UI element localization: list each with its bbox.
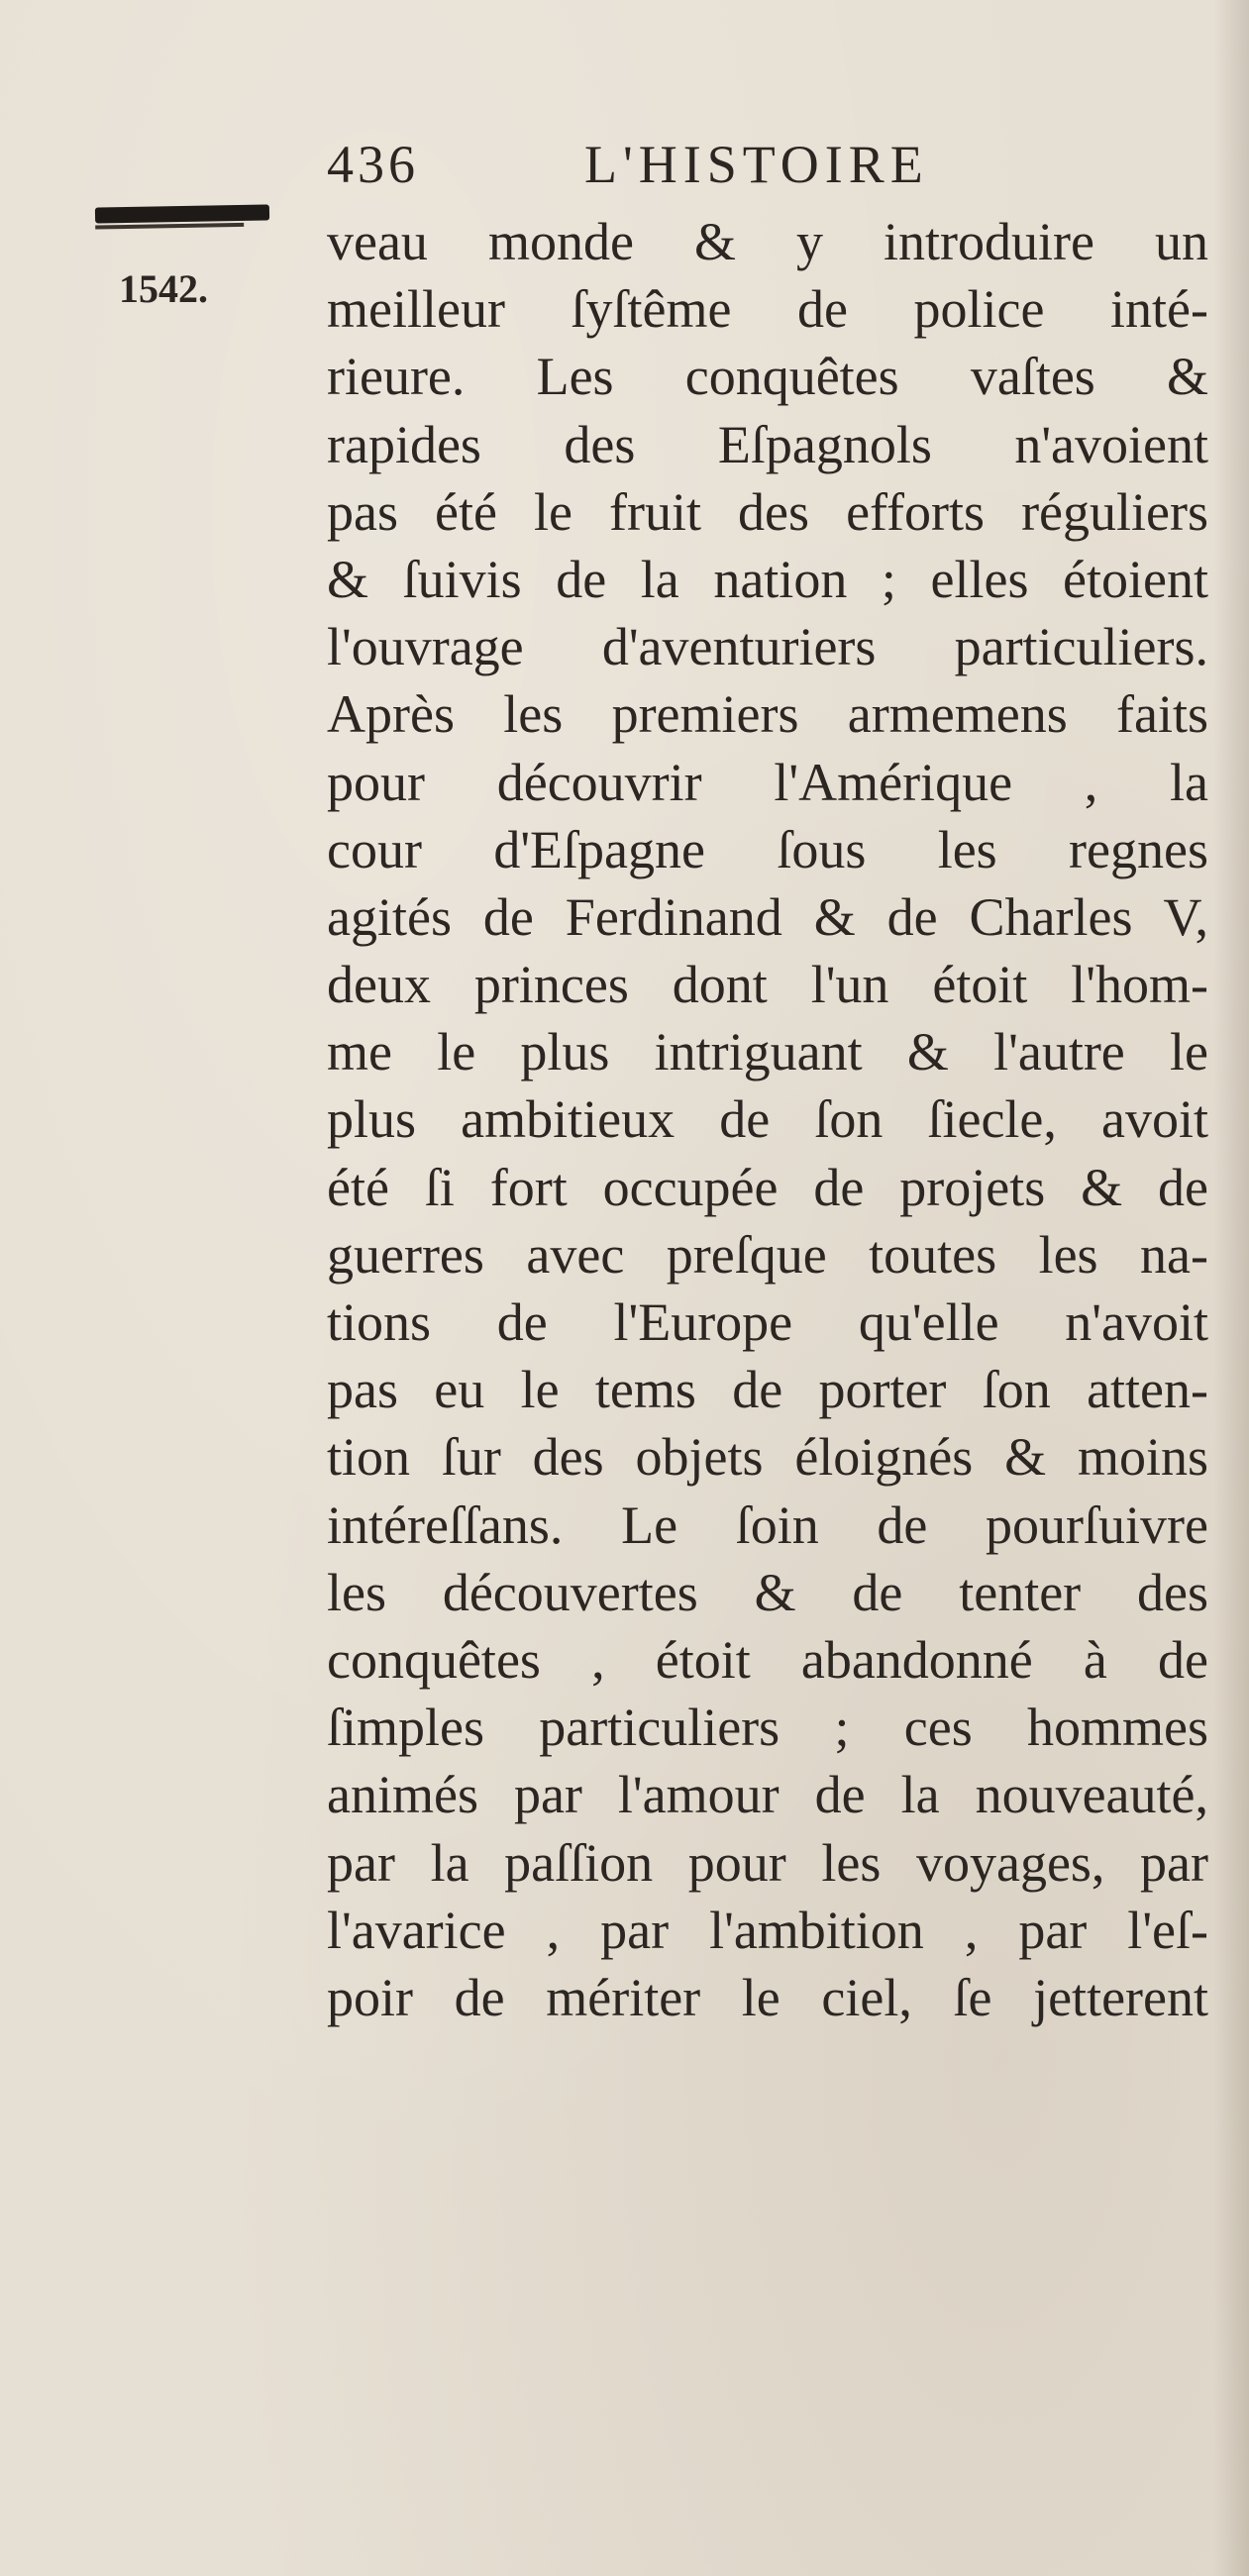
text-line: pour découvrir l'Amérique , la bbox=[327, 752, 1208, 812]
text-line: été ſi fort occupée de projets & de bbox=[327, 1157, 1208, 1217]
text-line: ſimples particuliers ; ces hommes bbox=[327, 1698, 1208, 1758]
text-line: guerres avec preſque toutes les na- bbox=[327, 1224, 1208, 1285]
text-line: poir de mériter le ciel, ſe jetterent bbox=[327, 1967, 1208, 2027]
text-line: plus ambitieux de ſon ſiecle, avoit bbox=[327, 1089, 1208, 1150]
page-number: 436 bbox=[327, 135, 419, 194]
text-line: conquêtes , étoit abandonné à de bbox=[327, 1629, 1208, 1690]
text-line: l'ouvrage d'aventuriers particuliers. bbox=[327, 617, 1208, 677]
text-line: meilleur ſyſtême de police inté- bbox=[327, 279, 1208, 340]
text-line: deux princes dont l'un étoit l'hom- bbox=[327, 955, 1208, 1015]
text-line: par la paſſion pour les voyages, par bbox=[327, 1832, 1208, 1893]
margin-rule bbox=[95, 204, 269, 223]
text-line: tion ſur des objets éloignés & moins bbox=[327, 1427, 1208, 1488]
text-line: & ſuivis de la nation ; elles étoient bbox=[327, 549, 1208, 609]
text-line: rapides des Eſpagnols n'avoient bbox=[327, 414, 1208, 474]
body-text bbox=[327, 208, 1208, 2031]
text-line: l'avarice , par l'ambition , par l'eſ- bbox=[327, 1900, 1208, 1960]
running-title: L'HISTOIRE bbox=[584, 135, 929, 194]
text-line: pas eu le tems de porter ſon atten- bbox=[327, 1360, 1208, 1420]
text-line: rieure. Les conquêtes vaſtes & bbox=[327, 347, 1208, 407]
page-edge-shadow bbox=[1213, 0, 1249, 2576]
margin-year-note: 1542. bbox=[119, 266, 208, 311]
text-line: tions de l'Europe qu'elle n'avoit bbox=[327, 1292, 1208, 1352]
text-line: les découvertes & de tenter des bbox=[327, 1562, 1208, 1622]
text-line: Après les premiers armemens faits bbox=[327, 684, 1208, 745]
text-line: veau monde & y introduire un bbox=[327, 212, 1208, 271]
text-line: intéreſſans. Le ſoin de pourſuivre bbox=[327, 1494, 1208, 1555]
page-header bbox=[327, 134, 1000, 203]
text-line: cour d'Eſpagne ſous les regnes bbox=[327, 819, 1208, 879]
text-line: pas été le fruit des efforts réguliers bbox=[327, 481, 1208, 542]
text-line: animés par l'amour de la nouveauté, bbox=[327, 1765, 1208, 1825]
text-line: me le plus intriguant & l'autre le bbox=[327, 1022, 1208, 1082]
text-line: agités de Ferdinand & de Charles V, bbox=[327, 886, 1208, 947]
